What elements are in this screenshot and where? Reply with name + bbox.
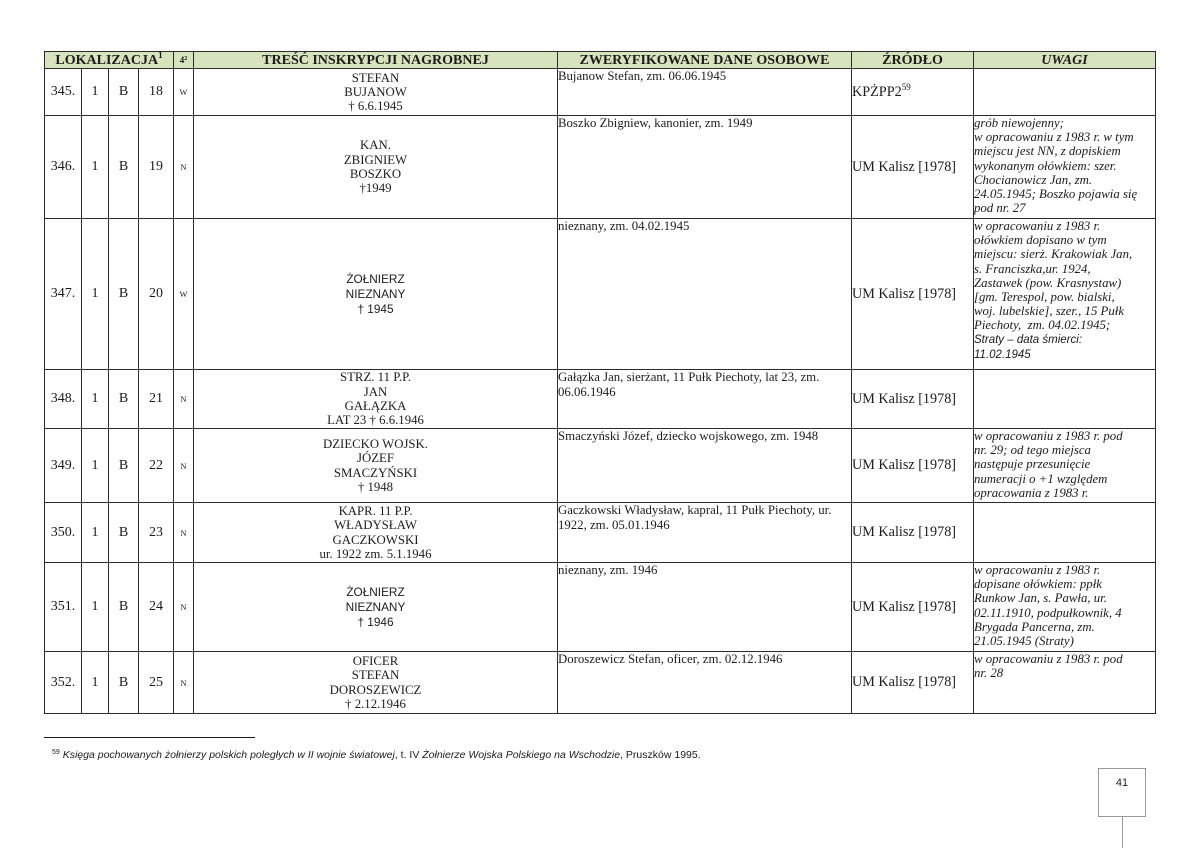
header-column-4 [174,52,194,69]
header-remarks: UWAGI [974,52,1156,69]
cell-verified-data [558,116,852,219]
inscription-line: DOROSZEWICZ [329,682,422,697]
cell-grave-number: 21 [139,370,174,429]
inscription-line: WŁADYSŁAW [334,518,417,533]
cell-grave-number: 24 [139,563,174,652]
inscription-line: † 6.6.1945 [348,99,403,114]
cell-quarter: 1 [82,370,109,429]
inscription-line: BUJANOW [344,84,407,99]
cell-number: 348. [45,370,82,429]
cell-inscription [194,429,558,503]
cell-row-letter: B [109,652,139,714]
cell-source [852,503,974,563]
cell-grave-type: N [174,563,194,652]
cell-quarter: 1 [82,116,109,219]
table-row [45,219,1156,370]
header-verified-data: ZWERYFIKOWANE DANE OSOBOWE [558,52,852,69]
cell-row-letter: B [109,429,139,503]
cell-number: 345. [45,69,82,116]
header-lokalizacja-label: LOKALIZACJA [55,52,159,68]
remarks-note-line: Straty – data śmierci: [974,333,1083,346]
table-row [45,429,1156,503]
cell-row-letter: B [109,563,139,652]
remarks-line: grób niewojenny; [974,116,1064,130]
inscription-line: STEFAN [351,70,400,85]
table-header-row [45,52,1156,69]
remarks-line: [gm. Terespol, pow. bialski, [974,290,1115,305]
remarks-line: s. Franciszka,ur. 1924, [974,261,1091,276]
remarks-line: 21.05.1945 (Straty) [974,634,1074,649]
verified-data-line: 1922, zm. 05.01.1946 [558,517,670,532]
page-number: 41 [1115,777,1129,789]
cell-grave-type: W [174,69,194,116]
cell-verified-data [558,563,852,652]
cell-grave-number: 19 [139,116,174,219]
cell-grave-type: W [174,219,194,370]
graves-table [44,51,1156,714]
cell-inscription [194,69,558,116]
inscription-line: †1949 [359,181,392,196]
verified-data-line: Boszko Zbigniew, kanonier, zm. 1949 [558,116,753,130]
source-name: UM Kalisz [1978] [852,285,957,302]
verified-data-line: Smaczyński Józef, dziecko wojskowego, zm. 1948 [558,429,819,443]
cell-inscription [194,116,558,219]
remarks-line: pod nr. 27 [974,201,1026,216]
remarks-note-line: 11.02.1945 [974,349,1031,362]
page-number-box [1098,768,1146,817]
cell-number: 347. [45,219,82,370]
footnote-volume-title: Żołnierze Wojska Polskiego na Wschodzie [422,749,621,761]
inscription-line: KAN. [360,138,391,153]
cell-quarter: 1 [82,652,109,714]
table-row [45,652,1156,714]
cell-source [852,563,974,652]
cell-quarter: 1 [82,563,109,652]
cell-verified-data [558,370,852,429]
remarks-line: następuje przesunięcie [974,457,1091,472]
inscription-line: BOSZKO [349,167,402,181]
remarks-line: nr. 29; od tego miejsca [974,443,1091,458]
cell-quarter: 1 [82,503,109,563]
footnote-rule [44,737,255,738]
cell-grave-number: 20 [139,219,174,370]
verified-data-line: nieznany, zm. 04.02.1945 [558,219,690,233]
remarks-line: Zastawek (pow. Krasnystaw) [974,275,1122,290]
cell-grave-type: N [174,116,194,219]
cell-grave-number: 23 [139,503,174,563]
verified-data-line: Bujanow Stefan, zm. 06.06.1945 [558,69,727,83]
cell-inscription [194,503,558,563]
inscription-line: ŻOŁNIERZ [346,584,405,599]
cell-grave-type: N [174,503,194,563]
cell-grave-type: N [174,652,194,714]
table-body [45,69,1156,714]
cell-remarks [974,429,1156,503]
remarks-line: Runkow Jan, s. Pawła, ur. [974,591,1107,606]
inscription-line: † 1946 [357,614,394,629]
cell-source [852,652,974,714]
inscription-line: ŻOŁNIERZ [346,271,405,286]
cell-source [852,219,974,370]
cell-verified-data [558,652,852,714]
inscription-line: † 1948 [357,479,394,494]
source-name: KPŻPP2 [852,83,902,100]
inscription-line: GAŁĄZKA [344,399,407,413]
source-name: UM Kalisz [1978] [852,457,957,473]
footnote-volume: , t. IV [394,749,423,761]
table-row [45,370,1156,429]
remarks-line: miejscu: sierż. Krakowiak Jan, [974,247,1133,262]
inscription-line: STEFAN [351,668,400,683]
remarks-line: w opracowaniu z 1983 r. w tym [974,130,1134,145]
remarks-line: opracowania z 1983 r. [974,485,1089,500]
remarks-line: dopisane ołówkiem: ppłk [974,577,1102,592]
cell-number: 351. [45,563,82,652]
inscription-line: NIEZNANY [345,599,406,614]
inscription-line: STRZ. 11 P.P. [339,370,411,385]
header-source: ŹRÓDŁO [852,52,974,69]
verified-data-line: Doroszewicz Stefan, oficer, zm. 02.12.1946 [558,652,783,666]
cell-remarks [974,370,1156,429]
cell-remarks [974,116,1156,219]
cell-source [852,370,974,429]
table-row [45,503,1156,563]
cell-inscription [194,219,558,370]
source-name: UM Kalisz [1978] [852,390,957,407]
source-name: UM Kalisz [1978] [852,524,957,540]
verified-data-line: Gaczkowski Władysław, kapral, 11 Pułk Piechoty, ur. [558,503,832,517]
cell-grave-number: 25 [139,652,174,714]
cell-inscription [194,563,558,652]
inscription-line: DZIECKO WOJSK. [323,436,428,451]
cell-number: 349. [45,429,82,503]
source-name: UM Kalisz [1978] [852,158,957,175]
inscription-line: KAPR. 11 P.P. [338,503,413,518]
remarks-line: Piechoty, zm. 04.02.1945; [974,318,1111,333]
cell-grave-type: N [174,370,194,429]
verified-data-line: nieznany, zm. 1946 [558,563,658,577]
inscription-line: JÓZEF [357,451,394,466]
inscription-line: LAT 23 † 6.6.1946 [327,413,424,428]
inscription-line: OFICER [352,653,399,668]
header-column-4-label: 4 [179,54,185,65]
cell-remarks [974,69,1156,116]
remarks-line: w opracowaniu z 1983 r. [974,219,1101,233]
footnote-book-title: Księga pochowanych żołnierzy polskich poległych w II wojnie światowej [62,749,395,761]
cell-verified-data [558,429,852,503]
cell-number: 346. [45,116,82,219]
cell-number: 352. [45,652,82,714]
cell-number: 350. [45,503,82,563]
remarks-line: Chocianowicz Jan, zm. [974,172,1093,187]
verified-data-line: 06.06.1946 [558,384,616,399]
cell-verified-data [558,503,852,563]
cell-quarter: 1 [82,69,109,116]
footnote-number: 59 [52,749,60,756]
source-name: UM Kalisz [1978] [852,674,957,690]
remarks-line: woj. lubelskie], szer., 15 Pułk [974,304,1124,319]
cell-remarks [974,219,1156,370]
header-lokalizacja [45,52,174,69]
inscription-line: † 2.12.1946 [345,696,406,711]
inscription-line: GACZKOWSKI [332,532,419,547]
cell-source [852,116,974,219]
remarks-line: nr. 28 [974,666,1004,681]
cell-remarks [974,503,1156,563]
footnote-publication: , Pruszków 1995. [620,749,701,761]
cell-inscription [194,652,558,714]
source-name: UM Kalisz [1978] [852,598,957,615]
inscription-line: SMACZYŃSKI [333,465,418,480]
inscription-line: ZBIGNIEW [343,152,408,167]
cell-row-letter: B [109,503,139,563]
remarks-line: wykonanym ołówkiem: szer. [974,158,1117,173]
remarks-line: ołówkiem dopisano w tym [974,233,1107,248]
cell-verified-data [558,219,852,370]
remarks-line: w opracowaniu z 1983 r. pod [974,652,1123,666]
cell-grave-type: N [174,429,194,503]
verified-data-line: Gałązka Jan, sierżant, 11 Pułk Piechoty, lat 23, zm. [558,370,820,384]
inscription-line: JAN [363,384,388,399]
footnote-ref: 2 [184,55,188,62]
cell-remarks [974,563,1156,652]
cell-verified-data [558,69,852,116]
cell-grave-number: 18 [139,69,174,116]
cell-inscription [194,370,558,429]
table-row [45,563,1156,652]
cell-row-letter: B [109,370,139,429]
remarks-line: 24.05.1945; Boszko pojawia się [974,187,1138,202]
cell-row-letter: B [109,219,139,370]
inscription-line: † 1945 [357,301,394,316]
cell-grave-number: 22 [139,429,174,503]
header-inscription: TREŚĆ INSKRYPCJI NAGROBNEJ [194,52,558,69]
cell-quarter: 1 [82,219,109,370]
remarks-line: numeracji o +1 względem [974,471,1108,486]
cell-source [852,69,974,116]
remarks-line: w opracowaniu z 1983 r. [974,563,1101,577]
cell-quarter: 1 [82,429,109,503]
remarks-line: 02.11.1910, podpułkownik, 4 [974,605,1122,620]
remarks-line: miejscu jest NN, z dopiskiem [974,144,1121,159]
cell-source [852,429,974,503]
remarks-line: w opracowaniu z 1983 r. pod [974,429,1123,443]
table-row [45,69,1156,116]
page-number-line [1122,817,1123,848]
cell-row-letter: B [109,69,139,116]
cell-row-letter: B [109,116,139,219]
inscription-line: NIEZNANY [345,286,406,301]
footnote-ref: 1 [158,51,163,60]
cell-remarks [974,652,1156,714]
footnote-ref: 59 [901,81,911,92]
remarks-line: Brygada Pancerna, zm. [974,619,1095,634]
table-row [45,116,1156,219]
inscription-line: ur. 1922 zm. 5.1.1946 [319,546,432,561]
footnote [52,747,701,763]
